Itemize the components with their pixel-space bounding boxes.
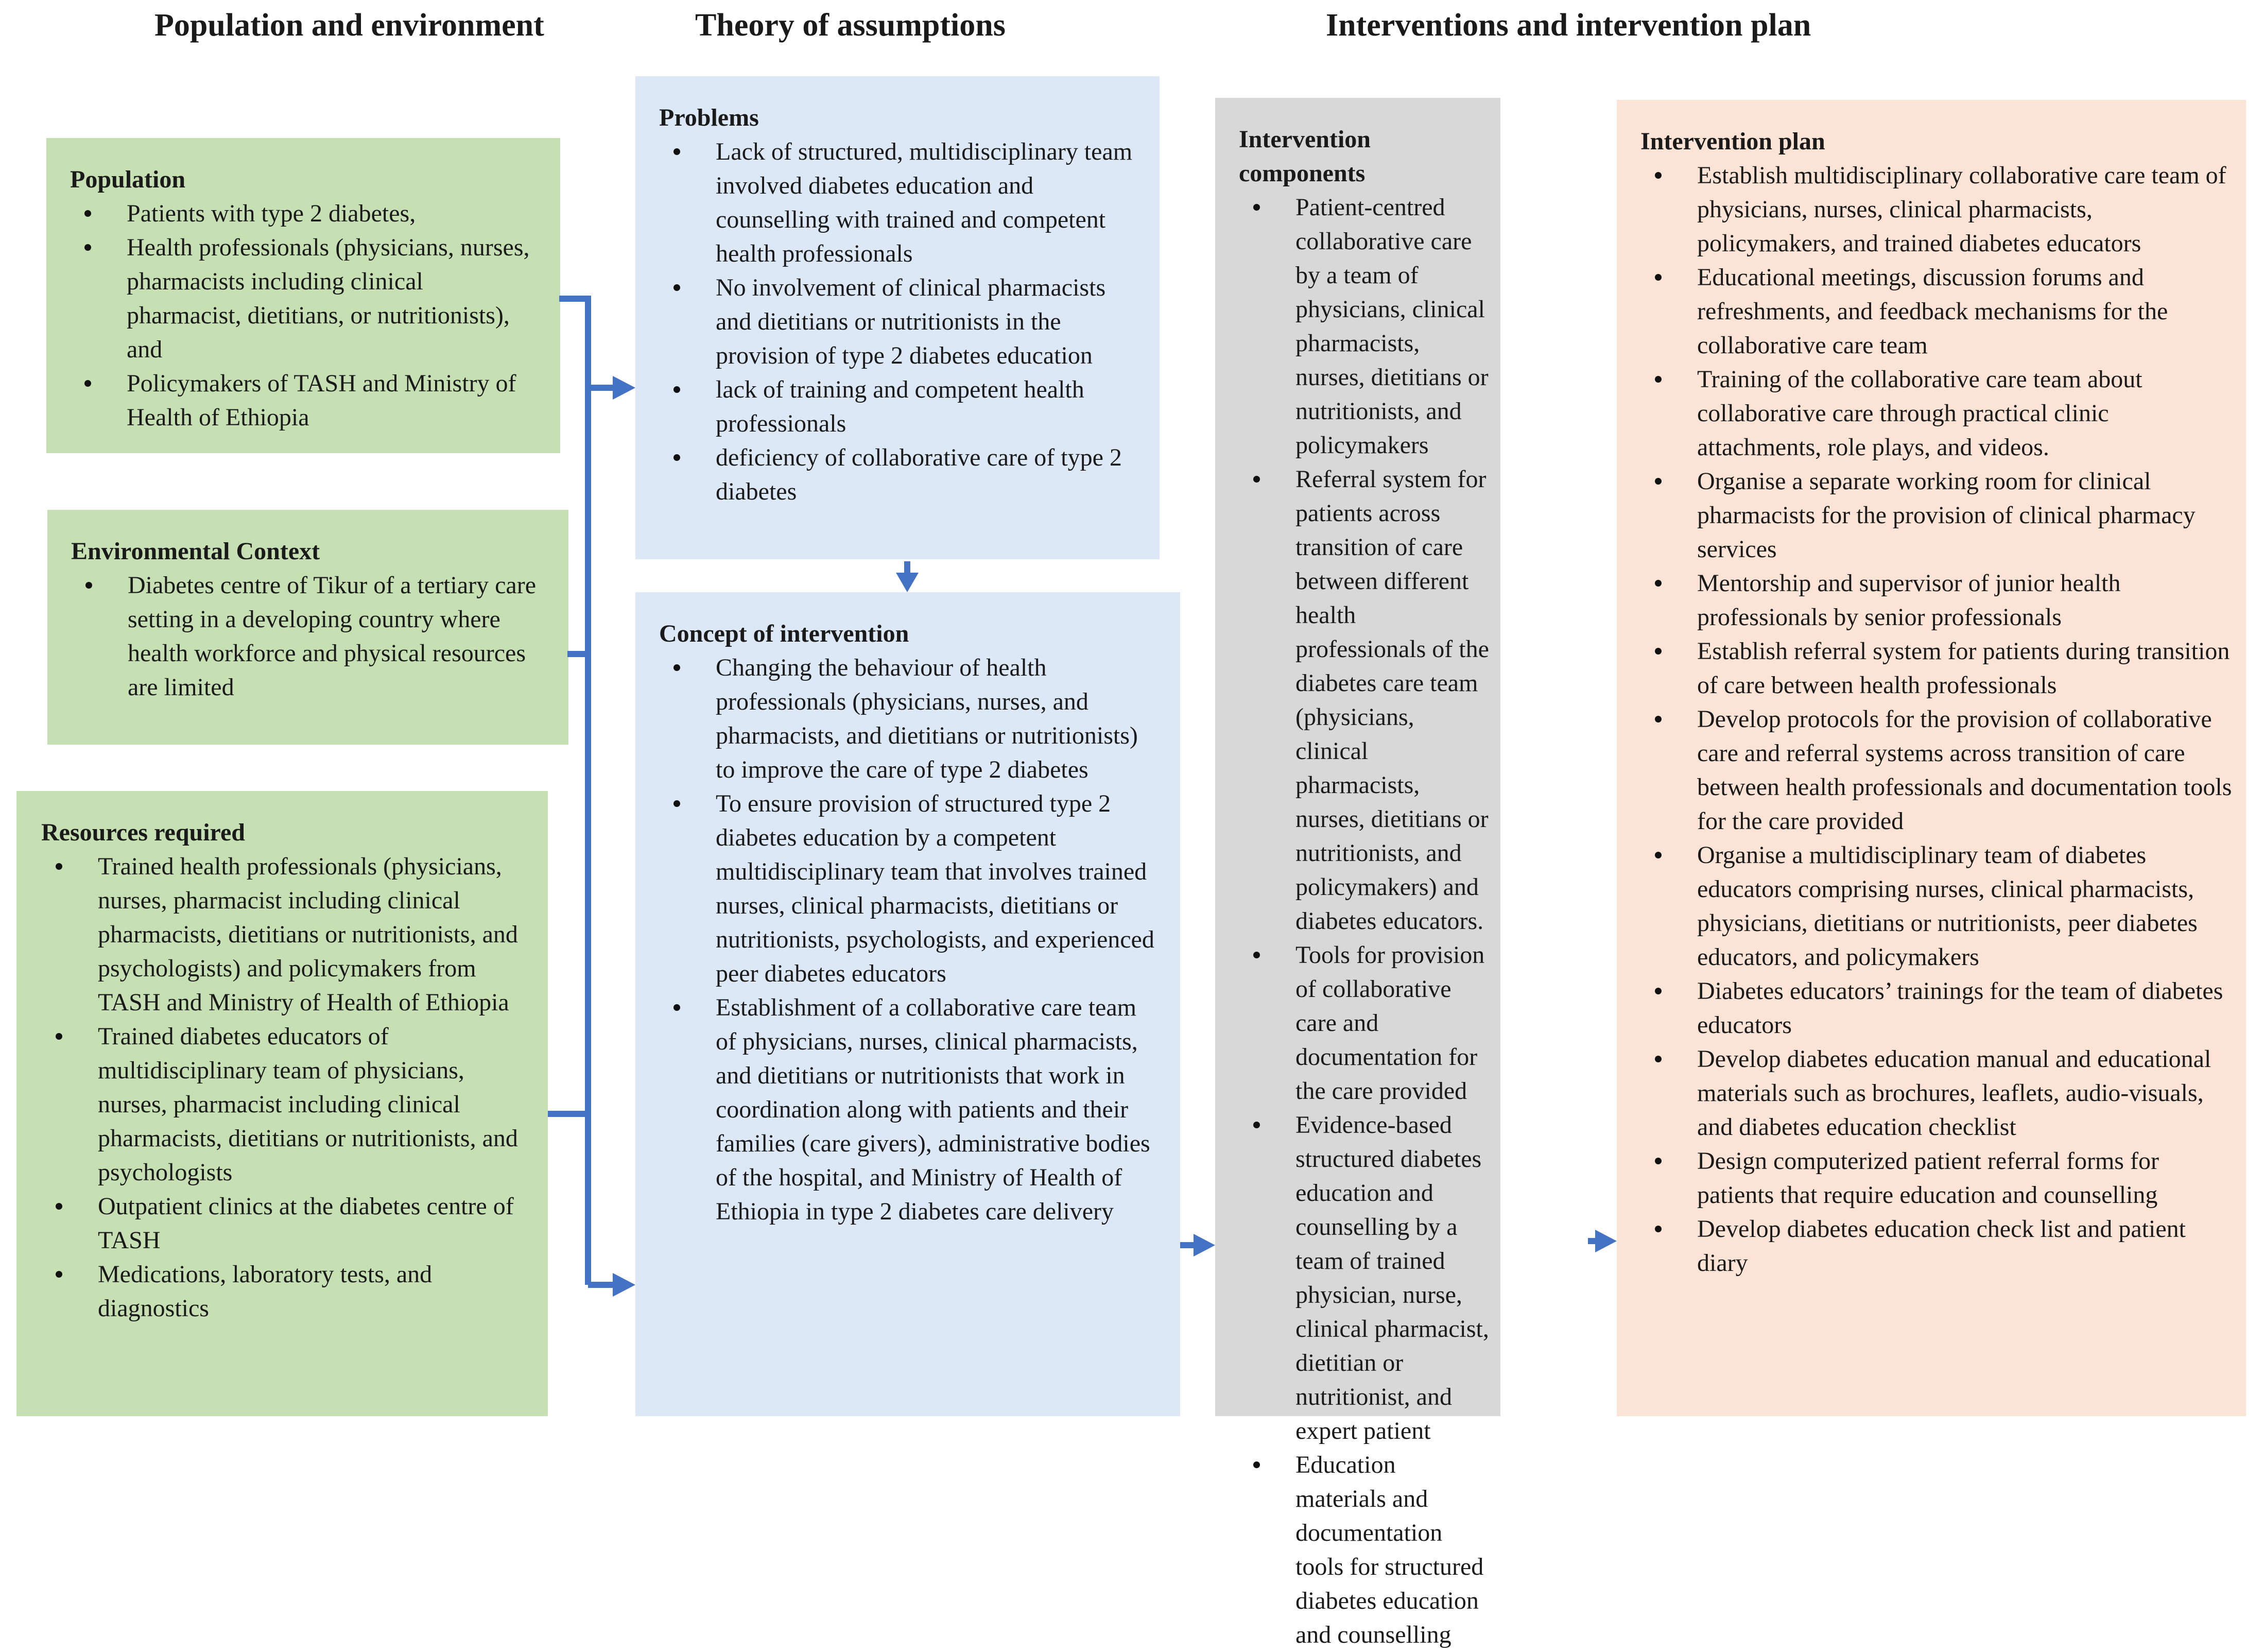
list-item: Establishment of a collaborative care team of physicians, nurses, clinical pharmacists, and dietitians or nutritionists that work in coordination along with patients and their families (care givers), administrative bodies of the hospital, and Ministry of Health of Ethiopia in type 2 diabetes care delivery <box>659 991 1160 1229</box>
list-item: Health professionals (physicians, nurses, pharmacists including clinical pharmacist, dietitians, or nutritionists), and <box>70 231 540 367</box>
header-interventions-plan: Interventions and intervention plan <box>1326 8 1811 43</box>
list-item: Trained health professionals (physicians, nurses, pharmacist including clinical pharmacists, dietitians or nutritionists, and psychologists) and policymakers from TASH and Ministry of Health of Ethiopia <box>41 850 527 1020</box>
list-item: Establish multidisciplinary collaborative care team of physicians, nurses, clinical pharmacists, policymakers, and trained diabetes educators <box>1640 159 2234 261</box>
list-item: Patient-centred collaborative care by a team of physicians, clinical pharmacists, nurses, dietitians or nutritionists, and policymakers <box>1239 191 1490 462</box>
list-item: Diabetes centre of Tikur of a tertiary care setting in a developing country where health workforce and physical resources are limited <box>71 569 548 704</box>
list-item: Develop diabetes education manual and educational materials such as brochures, leaflets, audio-visuals, and diabetes education checklist <box>1640 1042 2234 1144</box>
list-item: Educational meetings, discussion forums and refreshments, and feedback mechanisms for the collaborative care team <box>1640 261 2234 363</box>
arrowhead <box>896 573 919 592</box>
components-title: Intervention components <box>1239 126 1371 187</box>
arrowhead <box>613 1273 635 1297</box>
list-item: Design computerized patient referral forms for patients that require education and counselling <box>1640 1144 2234 1212</box>
arrowhead <box>1194 1234 1215 1257</box>
list-item: Tools for provision of collaborative care and documentation for the care provided <box>1239 938 1490 1108</box>
arrowhead <box>1595 1230 1617 1252</box>
list-item: Develop protocols for the provision of collaborative care and referral systems across transition of care between health professionals and documentation tools for the care provided <box>1640 702 2234 838</box>
environment-title: Environmental Context <box>71 538 320 565</box>
list-item: Diabetes educators’ trainings for the team of diabetes educators <box>1640 974 2234 1042</box>
list-item: Policymakers of TASH and Ministry of Health of Ethiopia <box>70 367 540 435</box>
list-item: Establish referral system for patients during transition of care between health professionals <box>1640 634 2234 702</box>
list-item: Outpatient clinics at the diabetes centre of TASH <box>41 1190 527 1258</box>
resources-title: Resources required <box>41 819 245 846</box>
list-item: Referral system for patients across transition of care between different health professionals of the diabetes care team (physicians, clinical pharmacists, nurses, dietitians or nutritionists, and policymakers) and diabetes educators. <box>1239 462 1490 938</box>
list-item: Changing the behaviour of health professionals (physicians, nurses, and pharmacists, and dietitians or nutritionists) to improve the care of type 2 diabetes <box>659 651 1160 787</box>
arrowhead <box>613 376 635 400</box>
list-item: Patients with type 2 diabetes, <box>70 197 540 231</box>
list-item: Medications, laboratory tests, and diagnostics <box>41 1258 527 1326</box>
list-item: Develop diabetes education check list and patient diary <box>1640 1212 2234 1280</box>
list-item: Education materials and documentation tools for structured diabetes education and counselling <box>1239 1448 1490 1652</box>
list-item: Organise a multidisciplinary team of diabetes educators comprising nurses, clinical pharmacists, physicians, dietitians or nutritionists, peer diabetes educators, and policymakers <box>1640 838 2234 974</box>
list-item: Evidence-based structured diabetes education and counselling by a team of trained physician, nurse, clinical pharmacist, dietitian or nutritionist, and expert patient <box>1239 1108 1490 1448</box>
population-title: Population <box>70 166 186 193</box>
header-population-environment: Population and environment <box>154 8 544 43</box>
concept-title: Concept of intervention <box>659 620 909 647</box>
list-item: Organise a separate working room for clinical pharmacists for the provision of clinical pharmacy services <box>1640 464 2234 566</box>
list-item: Training of the collaborative care team about collaborative care through practical clinic attachments, role plays, and videos. <box>1640 363 2234 464</box>
list-item: No involvement of clinical pharmacists and dietitians or nutritionists in the provision of type 2 diabetes education <box>659 271 1139 373</box>
list-item: Lack of structured, multidisciplinary team involved diabetes education and counselling with trained and competent health professionals <box>659 135 1139 271</box>
plan-title: Intervention plan <box>1640 128 1825 155</box>
list-item: Trained diabetes educators of multidisciplinary team of physicians, nurses, pharmacist including clinical pharmacists, dietitians or nutritionists, and psychologists <box>41 1020 527 1190</box>
header-theory-assumptions: Theory of assumptions <box>695 8 1006 43</box>
list-item: Mentorship and supervisor of junior health professionals by senior professionals <box>1640 566 2234 634</box>
problems-title: Problems <box>659 104 759 131</box>
list-item: lack of training and competent health professionals <box>659 373 1139 441</box>
list-item: deficiency of collaborative care of type 2 diabetes <box>659 441 1139 509</box>
list-item: To ensure provision of structured type 2 diabetes education by a competent multidisciplinary team that involves trained nurses, clinical pharmacists, dietitians or nutritionists, psychologists, and experienced peer diabetes educators <box>659 787 1160 991</box>
